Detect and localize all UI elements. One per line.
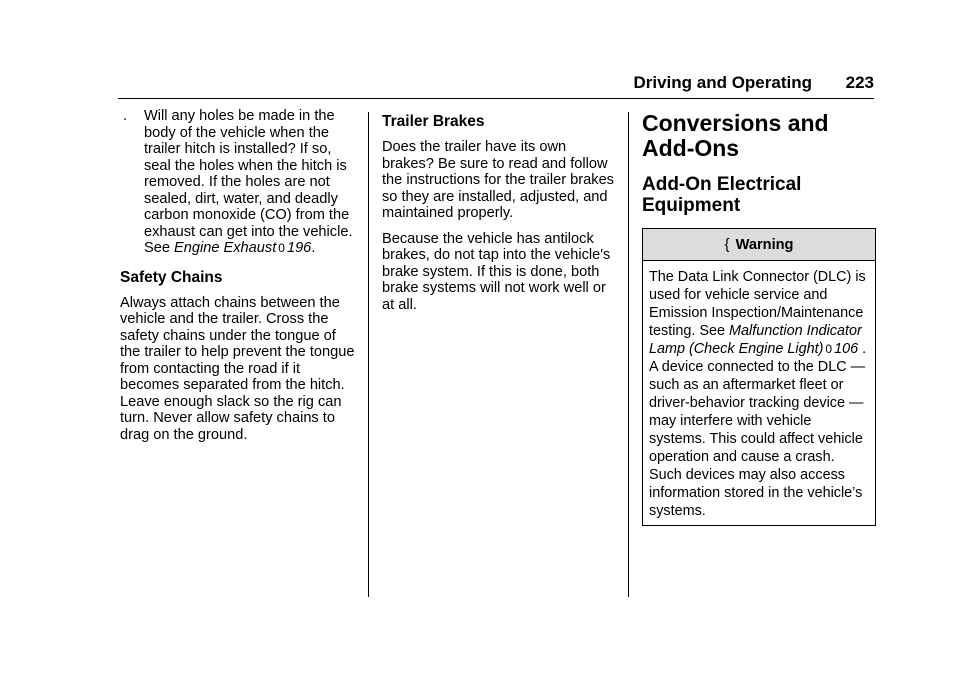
column-right bbox=[642, 108, 876, 526]
bullet-marker: . bbox=[123, 108, 128, 124]
column-left bbox=[120, 108, 360, 452]
column-divider-1 bbox=[368, 112, 369, 597]
warning-icon: { bbox=[724, 236, 730, 253]
cross-reference-page[interactable]: 196 bbox=[286, 240, 312, 256]
bullet-end: . bbox=[311, 240, 316, 256]
page-header bbox=[118, 72, 874, 99]
conversions-title: Conversions and Add-Ons bbox=[642, 110, 829, 161]
warning-text-1: The Data Link Connector (DLC) is used for vehicle service and Emission Inspection/Maintenance testing. See bbox=[649, 269, 866, 339]
cross-reference-engine-exhaust[interactable]: Engine Exhaust bbox=[174, 240, 277, 256]
column-middle bbox=[382, 108, 618, 322]
add-on-subtitle: Add-On Electrical Equipment bbox=[642, 174, 802, 216]
warning-box bbox=[642, 228, 876, 526]
trailer-brakes-paragraph-1: Does the trailer have its own brakes? Be sure to read and follow the instructions for the trailer brakes so they are installed, adjusted, and maintained properly. bbox=[382, 139, 614, 221]
trailer-brakes-heading: Trailer Brakes bbox=[382, 113, 485, 130]
safety-chains-heading: Safety Chains bbox=[120, 268, 223, 286]
page-number: 223 bbox=[845, 73, 874, 92]
warning-label: Warning bbox=[735, 237, 794, 253]
page-arrow-icon: 0 bbox=[278, 241, 285, 255]
warning-text-2: . A device connected to the DLC — such as an aftermarket fleet or driver-behavior tracking device — may interfere with vehicle systems. This could affect vehicle operation and cause a crash. Such devices may also access information stored in the vehicle’s systems. bbox=[649, 341, 867, 519]
bullet-text: Will any holes be made in the body of the vehicle when the trailer hitch is installed? If so, seal the holes when the hitch is removed. If the holes are not sealed, dirt, water, and deadly carbon monoxide (CO) from the exhaust can get into the vehicle. See bbox=[144, 108, 353, 256]
safety-chains-paragraph: Always attach chains between the vehicle and the trailer. Cross the safety chains under the tongue of the trailer to help prevent the tongue from contacting the road if it becomes separated from the hitch. Leave enough slack so the rig can turn. Never allow safety chains to drag on the ground. bbox=[120, 294, 355, 443]
column-divider-2 bbox=[628, 112, 629, 597]
bullet-item bbox=[120, 108, 360, 257]
page-arrow-icon: 0 bbox=[825, 342, 833, 356]
warning-header bbox=[643, 229, 875, 261]
trailer-brakes-paragraph-2: Because the vehicle has antilock brakes, do not tap into the vehicle's brake system. If this is done, both brake systems will not work well or at all. bbox=[382, 230, 611, 313]
cross-reference-malfunction-indicator[interactable]: Malfunction Indicator Lamp (Check Engine Light) bbox=[649, 323, 862, 357]
cross-reference-page[interactable]: 106 bbox=[834, 341, 859, 357]
section-title: Driving and Operating bbox=[633, 73, 812, 92]
warning-body bbox=[643, 261, 875, 525]
